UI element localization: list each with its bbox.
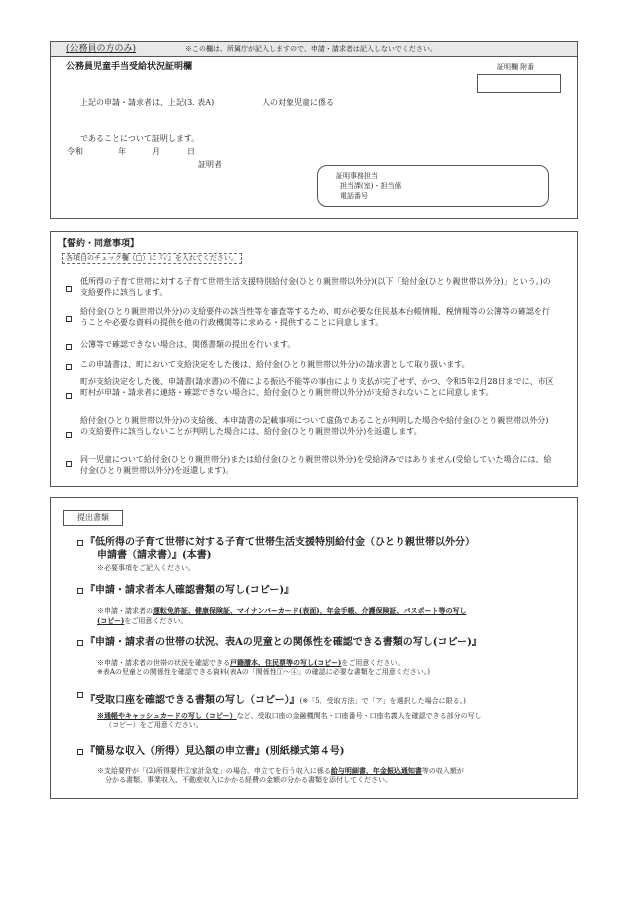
consent-instruction: 各項目のチェック欄（□）に『✓』を入れてください。 — [62, 253, 242, 264]
date-year: 年 — [118, 147, 126, 156]
consent-section — [50, 231, 578, 487]
date-day: 日 — [187, 147, 195, 156]
doc1-checkbox[interactable] — [77, 540, 83, 546]
consent-checkbox-4[interactable] — [66, 364, 72, 370]
doc3-title: 『申請・請求者の世帯の状況、表Aの児童との関係性を確認できる書類の写し(コピー)』 — [85, 637, 482, 648]
doc4-note-a: ※通帳やキャッシュカードの写し（コピー） — [97, 711, 237, 720]
doc3-checkbox[interactable] — [77, 640, 83, 646]
doc1-note: ※必要事項をご記入ください。 — [97, 564, 195, 572]
doc5-title: 『簡易な収入（所得）見込額の申立書』(別紙様式第４号) — [85, 746, 345, 757]
doc3-note — [97, 658, 557, 677]
date-era: 令和 — [67, 147, 83, 156]
consent-checkbox-7[interactable] — [66, 461, 72, 467]
doc1-title: 『低所得の子育て世帯に対する子育て世帯生活支援特別給付金（ひとり親世帯以外分） — [85, 537, 475, 548]
doc4-suffix: (※「5．受取方法」で「ア」を選択した場合に限る。) — [299, 697, 466, 705]
doc5-checkbox[interactable] — [77, 749, 83, 755]
doc3-note2: ※表Aの児童との関係性を確認できる資料(表Aの「関係性①～④」の確認に必要な書類をご用意ください。) — [97, 668, 430, 677]
official-header-note: ※この欄は、所属庁が記入しますので、申請・請求者は記入しないでください。 — [185, 45, 437, 53]
consent-checkbox-5[interactable] — [66, 393, 72, 399]
doc3-note1-a: ※申請・請求者の世帯の状況を確認できる — [97, 659, 230, 667]
consent-checkbox-6[interactable] — [66, 432, 72, 438]
doc4-title-row — [85, 688, 466, 708]
office-line3: 電話番号 — [340, 192, 368, 200]
doc5-note — [97, 766, 557, 785]
doc5-note-a: ※支給要件が「(2)所得要件②家計急変」の場合、申立てを行う収入に係る — [97, 767, 331, 775]
office-line2: 担当課(室)・担当係 — [340, 182, 402, 190]
consent-checkbox-1[interactable] — [66, 286, 72, 292]
consent-item-1: 低所得の子育て世帯に対する子育て世帯生活支援特別給付金(ひとり親世帯以外分)(以下「給付金(ひとり親世帯以外分)」という。)の支給要件に該当します。 — [80, 277, 551, 297]
doc2-checkbox[interactable] — [77, 588, 83, 594]
official-header: (公務員の方のみ) — [66, 44, 137, 54]
doc4-checkbox[interactable] — [77, 692, 83, 698]
official-line2: であることについて証明します。 — [80, 134, 200, 143]
consent-item-5: 町が支給決定をした後、申請書(請求書)の不備による振込不能等の事由により支払が完了せず、かつ、令和5年2月28日までに、市区町村が申請・請求者に連絡・確認できない場合に、給付金(ひとり親世帯以外分)が支給されないことに同意します。 — [80, 377, 554, 397]
doc4-note-c: （コピー）をご用意ください。 — [105, 721, 203, 730]
doc5-note-c: 等の収入額が — [421, 767, 464, 775]
consent-item-4: この申請書は、町において支給決定をした後は、給付金(ひとり親世帯以外分)の請求書として取り扱います。 — [80, 360, 470, 369]
submit-title: 提出書類 — [63, 510, 123, 526]
cert-number-field[interactable] — [477, 74, 561, 93]
doc2-note-c: (コピー) — [97, 616, 125, 626]
doc5-note-d: 分かる書類、事業収入、不動産収入にかかる経費の金額の分かる書類を添付してください。 — [105, 776, 392, 785]
doc5-note-b: 給与明細書、年金振込通知書 — [330, 766, 422, 775]
consent-item-6: 給付金(ひとり親世帯以外分)の支給後、本申請書の記載事項について虚偽であることが判明した場合や給付金(ひとり親世帯以外分)の支給要件に該当しないことが判明した場合には、給付金(ひとり親世帯以外分)を返還します。 — [80, 416, 549, 436]
doc2-note — [97, 606, 557, 626]
consent-title: 【誓約・同意事項】 — [58, 239, 140, 249]
doc2-note-b: 運転免許証、健康保険証、マイナンバーカード(表面)、年金手帳、介護保険証、パスポート等の写し — [153, 606, 467, 615]
doc2-note-d: をご用意ください。 — [124, 617, 188, 626]
doc2-title: 『申請・請求者本人確認書類の写し(コピー)』 — [85, 585, 295, 596]
consent-checkbox-2[interactable] — [66, 316, 72, 322]
consent-item-7: 同一児童について給付金(ひとり親世帯分)または給付金(ひとり親世帯以外分)を受給済みではありません(受給していた場合には、給付金(ひとり親世帯以外分)を返還します)。 — [80, 455, 552, 475]
certifier-label: 証明者 — [198, 160, 222, 169]
consent-item-2: 給付金(ひとり親世帯以外分)の支給要件の該当性等を審査等するため、町が必要な住民基本台帳情報、税情報等の公簿等の確認を行うことや必要な資料の提供を他の行政機関等に求める・提供することに同意します。 — [80, 307, 550, 327]
doc1-title-b: 申請書（請求書）』(本書) — [97, 550, 212, 561]
doc4-note — [97, 711, 557, 730]
cert-label: 証明欄 附番 — [497, 63, 535, 71]
official-title: 公務員児童手当受給状況証明欄 — [66, 62, 193, 72]
doc2-note-a: ※申請・請求者の — [97, 607, 153, 615]
date-month: 月 — [152, 147, 160, 156]
doc4-title: 『受取口座を確認できる書類の写し（コピー）』 — [85, 695, 300, 706]
office-line1: 証明事務担当 — [336, 172, 378, 180]
doc3-note1-c: をご用意ください。 — [341, 659, 405, 667]
doc3-note1-b: 戸籍謄本、住民票等の写し(コピー) — [230, 658, 342, 667]
doc4-note-b: など、受取口座の金融機関名・口座番号・口座名義人を確認できる部分の写し — [236, 712, 482, 720]
consent-item-3: 公簿等で確認できない場合は、関係書類の提出を行います。 — [80, 340, 296, 349]
official-line1b: 人の対象児童に係る — [262, 98, 334, 107]
consent-checkbox-3[interactable] — [66, 344, 72, 350]
official-line1a: 上記の申請・請求者は、上記(3. 表A) — [80, 98, 215, 107]
